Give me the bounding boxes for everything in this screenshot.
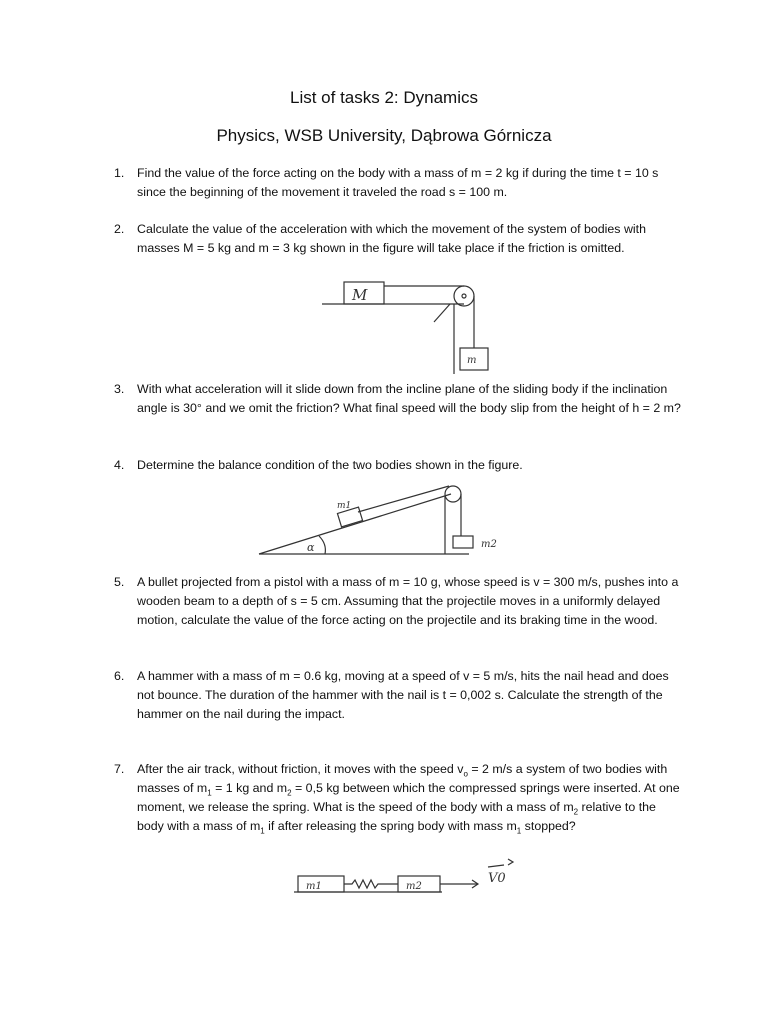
- label-mass-2: m2: [481, 539, 497, 550]
- task-text: Calculate the value of the acceleration with which the movement of the system of bodies with masses M = 5 kg and m = 3 kg shown in the figure will take place if the friction is omitted.: [137, 222, 646, 255]
- task-text: Determine the balance condition of the two bodies shown in the figure.: [137, 458, 523, 472]
- task-number: 1.: [114, 166, 125, 180]
- pulley: [445, 486, 461, 502]
- task-number: 7.: [114, 762, 125, 776]
- task-number: 3.: [114, 382, 125, 396]
- task-text: After the air track, without friction, it moves with the speed $v_o = 2$ m/s a system of two bodies with masses of $m_1 = 1$ kg and $m_2 = 0,5$ kg between which the compressed springs were inserted. At one moment, we release the spring. What is the speed of the body with a mass of $m_2$ relative to the body with a mass of $m_1$ if after releasing the spring body with mass $m_1$ stopped?: [137, 762, 680, 836]
- figure-spring-masses: [292, 854, 528, 898]
- label-big-mass: M: [352, 286, 368, 304]
- pulley: [454, 286, 474, 306]
- incline-line: [259, 494, 451, 554]
- task-text: A bullet projected from a pistol with a mass of m = 10 g, whose speed is v = 300 m/s, pushes into a wooden beam to a depth of s = 5 cm. Assuming that the projectile moves in a uniformly delayed motion, calculate the value of the force acting on the projectile and its braking time in the wood.: [137, 575, 679, 627]
- task-number: 2.: [114, 222, 125, 236]
- figure-table-pulley: [318, 278, 498, 378]
- label-m2: m2: [406, 881, 422, 892]
- label-small-mass: m: [467, 355, 477, 366]
- task-text: A hammer with a mass of m = 0.6 kg, moving at a speed of v = 5 m/s, hits the nail head and does not bounce. The duration of the hammer with the nail is t = 0,002 s. Calculate the strength of the hammer on the nail during the impact.: [137, 669, 669, 721]
- task-number: 4.: [114, 458, 125, 472]
- label-m1: m1: [306, 881, 322, 892]
- document-title: List of tasks 2: Dynamics: [289, 88, 478, 107]
- angle-arc: [319, 536, 325, 554]
- label-angle: α: [307, 541, 315, 554]
- vector-bar: [488, 865, 504, 867]
- table-edge: [434, 304, 450, 322]
- vector-arrow-mark: [508, 859, 513, 865]
- task-text: Find the value of the force acting on the body with a mass of m = 2 kg if during the time t = 10 s since the beginning of the movement it traveled the road s = 100 m.: [137, 166, 659, 199]
- document-subtitle: Physics, WSB University, Dąbrowa Górnicza: [216, 126, 552, 145]
- task-number: 5.: [114, 575, 125, 589]
- label-velocity: V0: [488, 871, 506, 886]
- task-number: 6.: [114, 669, 125, 683]
- figure-incline-pulley: [255, 484, 525, 560]
- spring: [344, 880, 398, 888]
- block-hanging: [453, 536, 473, 548]
- pulley-axle: [462, 294, 466, 298]
- label-mass-1: m1: [337, 501, 352, 511]
- task-text: With what acceleration will it slide down from the incline plane of the sliding body if the inclination angle is 30° and we omit the friction? What final speed will the body slip from the height of h = 2 m?: [137, 382, 681, 415]
